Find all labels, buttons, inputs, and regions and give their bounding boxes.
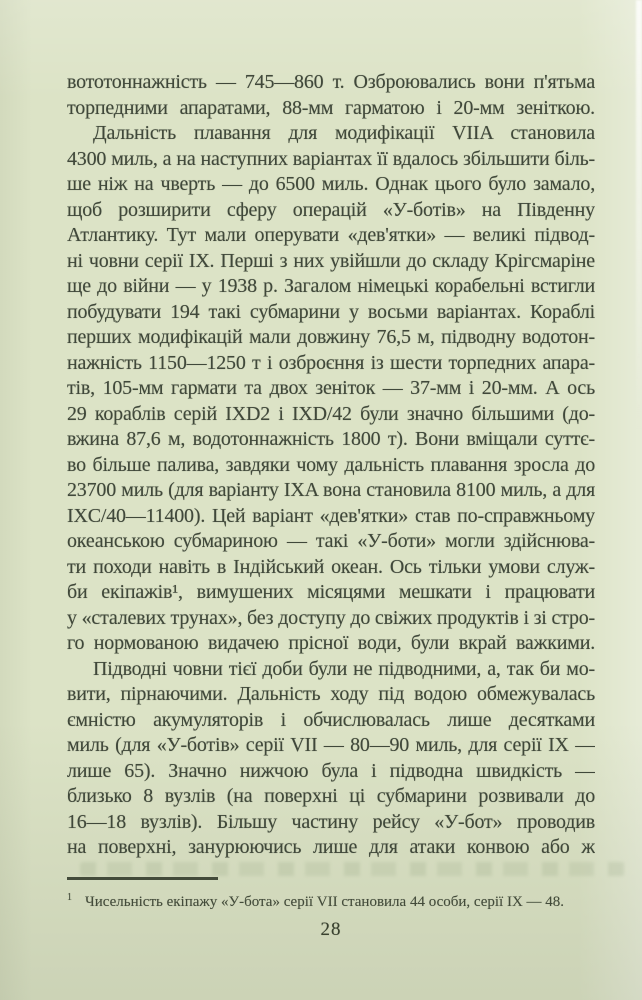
text-line: тів, 105-мм гармати та двох зеніток — 37-мм і 20-мм. А ось (67, 377, 595, 399)
text-line: океанською субмариною — такі «У-боти» могли здійснюва- (67, 530, 595, 552)
text-line: 4300 миль, а на наступних варіантах її вдалось збільшити біль- (67, 147, 595, 170)
text-line: торпедними апаратами, 88-мм гарматою і 20-мм зеніткою. (67, 96, 595, 119)
text-line: ні човни серії IX. Перші з них увійшли до складу Крігсмаріне (67, 249, 595, 272)
text-line: щоб розширити сферу операцій «У-ботів» на Південну (67, 198, 595, 221)
text-line: ємністю акумуляторів і обчислювалась лише десятками (67, 708, 595, 731)
footnote-marker: 1 (67, 892, 72, 903)
text-line: 29 кораблів серій IXD2 і IXD/42 були значно більшими (до- (67, 402, 595, 425)
footnote (67, 888, 595, 912)
text-line: го нормованою видачею прісної води, були вкрай важкими. (67, 632, 595, 654)
text-line: нажність 1150—1250 т і озброєння із шести торпедних апара- (67, 351, 595, 374)
text-line: во більше палива, завдяки чому дальність плавання зросла до (67, 453, 595, 476)
text-line: ще до війни — у 1938 р. Загалом німецькі корабельні встигли (67, 275, 595, 297)
body-text-column (67, 70, 595, 861)
text-line: лише 65). Значно нижчою була і підводна швидкість — (67, 759, 595, 782)
text-line: вити, пірнаючими. Дальність ходу під водою обмежувалась (67, 683, 595, 705)
text-line: Атлантику. Тут мали оперувати «дев'ятки» — великі підвод- (67, 224, 595, 246)
page-number: 28 (320, 919, 342, 940)
text-line: побудувати 194 такі субмарини у восьми варіантах. Кораблі (67, 300, 595, 323)
text-line: 16—18 вузлів). Більшу частину рейсу «У-бот» проводив (67, 810, 595, 833)
text-line: вототоннажність — 745—860 т. Озброювались вони п'ятьма (67, 71, 595, 93)
text-line: ти походи навіть в Індійський океан. Ось тільки умови служ- (67, 555, 595, 578)
footnote-separator-rule (67, 877, 218, 880)
text-line: Підводні човни тієї доби були не підводними, а, так би мо- (93, 657, 595, 680)
text-line: IXC/40—11400). Цей варіант «дев'ятки» став по-справжньому (67, 504, 595, 527)
text-line: у «сталевих трунах», без доступу до свіжих продуктів і зі стро- (67, 606, 595, 629)
text-line: Дальність плавання для модифікації VIIA становила (93, 122, 595, 144)
text-line: 23700 миль (для варіанту IXA вона становила 8100 миль, а для (67, 479, 595, 501)
text-line: би екіпажів¹, вимушених місяцями мешкати і працювати (67, 581, 595, 603)
footnote-text: Чисельність екіпажу «У-бота» серії VII становила 44 особи, серії IX — 48. (85, 894, 565, 910)
text-line: перших модифікацій мали довжину 76,5 м, підводну водотон- (67, 326, 595, 348)
text-line: миль (для «У-ботів» серії VII — 80—90 миль, для серії IX — (67, 734, 595, 756)
reverse-side-showthrough (80, 862, 625, 876)
page-right-edge-highlight (636, 0, 642, 430)
text-line: близько 8 вузлів (на поверхні ці субмарини розвивали до (67, 785, 595, 807)
text-line: на поверхні, занурюючись лише для атаки конвою або ж (67, 836, 595, 858)
text-line: вжина 87,6 м, водотоннажність 1800 т). Вони вміщали суттє- (67, 428, 595, 450)
text-line: ше ніж на чверть — до 6500 миль. Однак цього було замало, (67, 173, 595, 195)
